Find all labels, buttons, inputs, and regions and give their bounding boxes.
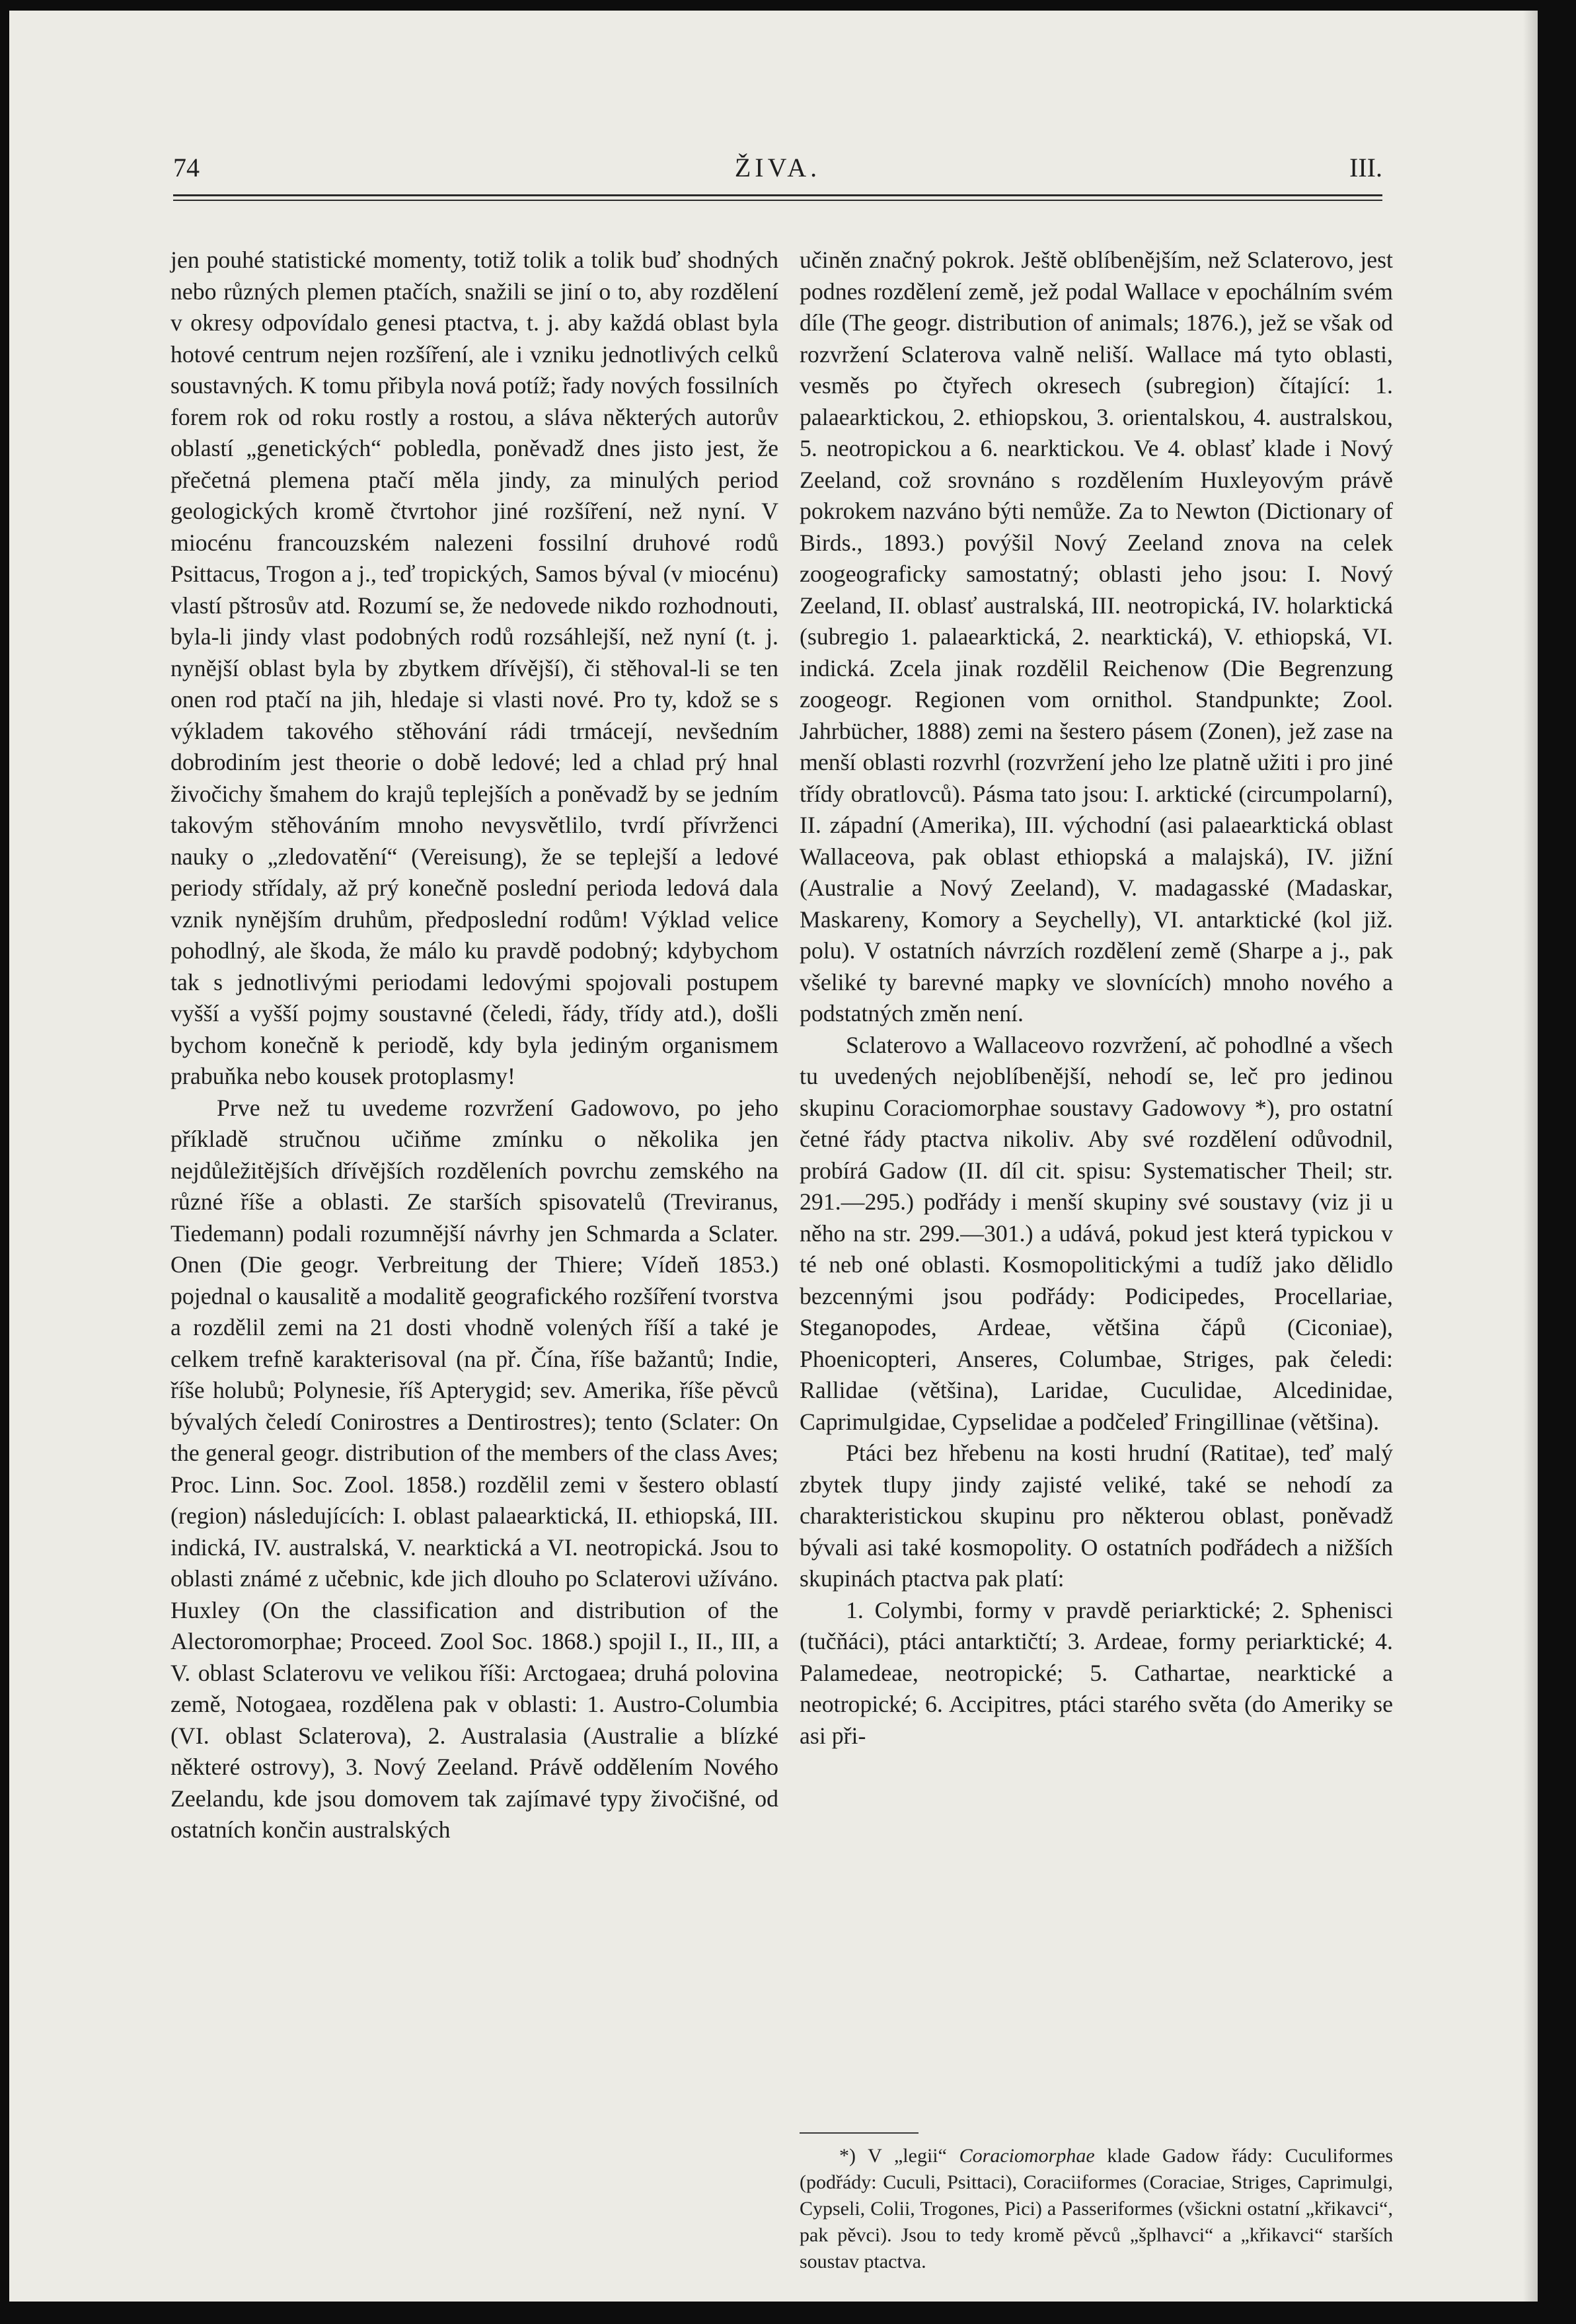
footnote-rule xyxy=(800,2132,919,2134)
footnote xyxy=(800,2143,1393,2275)
paragraph: učiněn značný pokrok. Ještě oblíbenějším, než Sclaterovo, jest podnes rozdělení země, jež podal Wallace v epochálním svém díle (The geogr. distribution of animals; 1876.), jež se však od rozvržení Sclaterova valně neliší. Wallace má tyto oblasti, vesměs po čtyřech okresech (subregion) čítající: 1. palaearktickou, 2. ethiopskou, 3. orientalskou, 4. australskou, 5. neotropickou a 6. nearktickou. Ve 4. oblasť klade i Nový Zeeland, což srovnáno s rozdělením Huxleyovým právě pokrokem nazváno býti nemůže. Za to Newton (Dictionary of Birds., 1893.) povýšil Nový Zeeland znova na celek zoogeograficky samostatný; oblasti jeho jsou: I. Nový Zeeland, II. oblasť australská, III. neotropická, IV. holarktická (subregio 1. palaearktická, 2. nearktická), V. ethiopská, VI. indická. Zcela jinak rozdělil Reichenow (Die Begrenzung zoogeogr. Regionen vom ornithol. Standpunkte; Zool. Jahrbücher, 1888) zemi na šestero pásem (Zonen), jež zase na menší oblasti rozvrhl (rozvržení jeho lze platně užiti i pro jiné třídy obratlovců). Pásma tato jsou: I. arktické (circumpolarní), II. západní (Amerika), III. východní (asi palaearktická oblast Wallaceova, pak oblast ethiopská a malajská), IV. jižní (Australie a Nový Zeeland), V. madagasské (Madaskar, Maskareny, Komory a Seychelly), VI. antarktické (kol již. polu). V ostatních návrzích rozdělení země (Sharpe a j., pak všeliké ty barevné mapky ve slovnících) mnoho nového a podstatných změn není. xyxy=(800,247,1393,1026)
page-edge-shadow xyxy=(1523,11,1538,2302)
volume-number: III. xyxy=(1349,153,1382,182)
header-rule-thin xyxy=(173,200,1382,201)
page-header xyxy=(173,152,1382,192)
scan-border-bottom xyxy=(0,2302,1576,2324)
header-rule-thick xyxy=(173,194,1382,196)
paragraph: 1. Colymbi, formy v pravdě periarktické; 2. Sphenisci (tučňáci), ptáci antarktičtí; 3. Ardeae, formy periarktické; 4. Palamedeae, neotropické; 5. Cathartae, nearktické a neotropické; 6. Accipitres, ptáci starého světa (do Ameriky se asi při- xyxy=(800,1596,1393,1749)
paragraph: Prve než tu uvedeme rozvržení Gadowovo, po jeho příkladě stručnou učiňme zmínku o několika jen nejdůležitějších dřívějších rozděleních povrchu zemského na různé říše a oblasti. Ze starších spisovatelů (Treviranus, Tiedemann) podali rozumnější návrhy jen Schmarda a Sclater. Onen (Die geogr. Verbreitung der Thiere; Vídeň 1853.) pojednal o kausalitě a modalitě geografického rozšíření tvorstva a rozdělil zemi na 21 dosti vhodně volených říší a také je celkem trefně karakterisoval (na př. Čína, říše bažantů; Indie, říše holubů; Polynesie, říš Apterygid; sev. Amerika, říše pěvců bývalých čeledí Conirostres a Dentirostres); tento (Sclater: On the general geogr. distribution of the members of the class Aves; Proc. Linn. Soc. Zool. 1858.) rozdělil zemi v šestero oblastí (region) následujících: I. oblast palaearktická, II. ethiopská, III. indická, IV. australská, V. nearktická a VI. neotropická. Jsou to oblasti známé z učebnic, kde jich dlouho po Sclaterovi užíváno. Huxley (On the classification and distribution of the Alectoromorphae; Proceed. Zool Soc. 1868.) spojil I., II., III, a V. oblast Sclaterovu ve velikou říši: Arctogaea; druhá polovina země, Notogaea, rozdělena pak v oblasti: 1. Austro-Columbia (VI. oblast Sclaterova), 2. Australasia (Australie a blízké některé ostrovy), 3. Nový Zeeland. Právě oddělením Nového Zeelandu, kde jsou domovem tak zajímavé typy živočišné, od ostatních končin australských xyxy=(170,1094,778,1843)
footnote-term: Coraciomorphae xyxy=(959,2145,1095,2167)
paragraph: Ptáci bez hřebenu na kosti hrudní (Ratitae), teď malý zbytek tlupy jindy zajisté veliké, také se nehodí za charakteristickou skupinu pro některou oblast, poněvadž bývali asi také kosmopolity. O ostatních podřádech a nižších skupinách ptactva pak platí: xyxy=(800,1440,1393,1592)
page-number: 74 xyxy=(173,153,200,182)
footnote-marker: *) V „legii“ xyxy=(839,2145,959,2167)
paragraph: Sclaterovo a Wallaceovo rozvržení, ač pohodlné a všech tu uvedených nejoblíbenější, nehodí se, leč pro jedinou skupinu Coraciomorphae soustavy Gadowovy *), pro ostatní četné řády ptactva nikoliv. Aby své rozdělení odůvodnil, probírá Gadow (II. díl cit. spisu: Systematischer Theil; str. 291.—295.) podřády i menší skupiny své soustavy (viz ji u něho na str. 299.—301.) a udává, pokud jest která typickou v té neb oné oblasti. Kosmopolitickými a tudíž jako dělidlo bezcennými jsou podřády: Podicipedes, Procellariae, Steganopodes, Ardeae, většina čápů (Ciconiae), Phoenicopteri, Anseres, Columbae, Striges, pak čeledi: Rallidae (většina), Laridae, Cuculidae, Alcedinidae, Caprimulgidae, Cypselidae a podčeleď Fringillinae (většina). xyxy=(800,1031,1393,1435)
footnote-text: klade Gadow řády: Cuculiformes (podřády: Cuculi, Psittaci), Coraciiformes (Coraciae, Striges, Caprimulgi, Cypseli, Colii, Trogones, Pici) a Passeriformes (všickni ostatní „křikavci“, pak pěvci). Jsou to tedy kromě pěvců „šplhavci“ a „křikavci“ starších soustav ptactva. xyxy=(800,2145,1393,2272)
journal-title: ŽIVA. xyxy=(734,153,821,182)
right-column xyxy=(800,245,1393,1752)
scan-border-right xyxy=(1538,0,1576,2324)
scan-border-left xyxy=(0,0,9,2324)
scan-border-top xyxy=(0,0,1576,11)
paragraph: jen pouhé statistické momenty, totiž tolik a tolik buď shodných nebo různých plemen ptačích, snažili se jiní o to, aby rozdělení v okresy odpovídalo genesi ptactva, t. j. aby každá oblast byla hotové centrum nejen rozšíření, ale i vzniku jednotlivých celků soustavných. K tomu přibyla nová potíž; řady nových fossilních forem rok od roku rostly a rostou, a sláva některých autorův oblastí „genetických“ pobledla, poněvadž dnes jisto jest, že přečetná plemena ptačí měla jindy, za minulých period geologických kromě čtvrtohor jiné rozšíření, než nyní. V miocénu francouzském nalezeni fossilní druhové rodů Psittacus, Trogon a j., teď tropických, Samos býval (v miocénu) vlastí pštrosův atd. Rozumí se, že nedovede nikdo rozhodnouti, byla-li jindy vlast podobných rodů rozsáhlejší, než nyní (t. j. nynější oblast byla by zbytkem dřívější), či stěhoval-li se ten onen rod ptačí na jih, hledaje si vlasti nové. Pro ty, kdož se s výkladem takového stěhování rádi trmácejí, nevšedním dobrodiním jest theorie o době ledové; led a chlad prý hnal živočichy šmahem do krajů teplejších a poněvadž by se jedním takovým stěhováním mnoho nevysvětlilo, tvrdí přívrženci nauky o „zledovatění“ (Vereisung), že se teplejší a ledové periody střídaly, až prý konečně poslední perioda ledová dala vznik nynějším druhům, předposlední rodům! Výklad velice pohodlný, ale škoda, že málo ku pravdě podobný; kdybychom tak s jednotlivými periodami ledovými spojovali postupem vyšší a vyšší pojmy soustavné (čeledi, řády, třídy atd.), došli bychom konečně k periodě, kdy byla jediným organismem prabuňka nebo kousek protoplasmy! xyxy=(170,247,778,1089)
left-column xyxy=(170,245,778,1846)
